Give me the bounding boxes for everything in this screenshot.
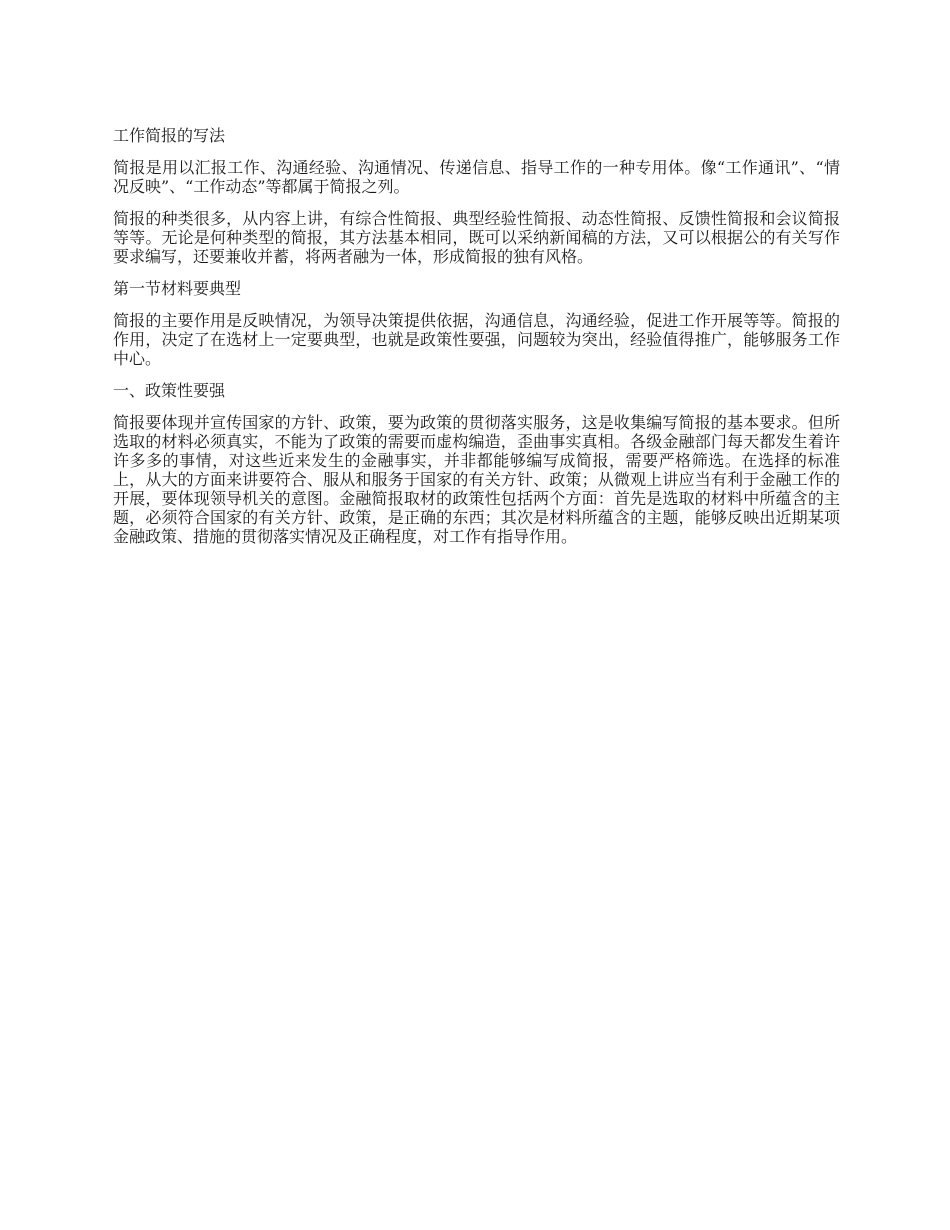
section-paragraph: 简报的主要作用是反映情况，为领导决策提供依据，沟通信息，沟通经验，促进工作开展等等。简报的作用，决定了在选材上一定要典型，也就是政策性要强，问题较为突出，经验值得推广，能够服务工作中心。 [113, 311, 840, 368]
subsection-title: 一、政策性要强 [113, 381, 226, 400]
document-page [113, 126, 840, 559]
document-title: 工作简报的写法 [113, 126, 226, 145]
subsection-paragraph: 简报要体现并宣传国家的方针、政策，要为政策的贯彻落实服务，这是收集编写简报的基本要求。但所选取的材料必须真实，不能为了政策的需要而虚构编造，歪曲事实真相。各级金融部门每天都发生着许许多多的事情，对这些近来发生的金融事实，并非都能够编写成简报，需要严格筛选。在选择的标准上，从大的方面来讲要符合、服从和服务于国家的有关方针、政策；从微观上讲应当有利于金融工作的开展，要体现领导机关的意图。金融简报取材的政策性包括两个方面：首先是选取的材料中所蕴含的主题，必须符合国家的有关方针、政策，是正确的东西；其次是材料所蕴含的主题，能够反映出近期某项金融政策、措施的贯彻落实情况及正确程度，对工作有指导作用。 [113, 413, 840, 546]
section-title: 第一节材料要典型 [113, 279, 242, 298]
paragraph-intro: 简报是用以汇报工作、沟通经验、沟通情况、传递信息、指导工作的一种专用体。像“工作通讯”、“情况反映”、“工作动态”等都属于简报之列。 [113, 158, 840, 196]
paragraph-types: 简报的种类很多，从内容上讲，有综合性简报、典型经验性简报、动态性简报、反馈性简报和会议简报等等。无论是何种类型的简报，其方法基本相同，既可以采纳新闻稿的方法，又可以根据公的有关写作要求编写，还要兼收并蓄，将两者融为一体，形成简报的独有风格。 [113, 209, 840, 266]
